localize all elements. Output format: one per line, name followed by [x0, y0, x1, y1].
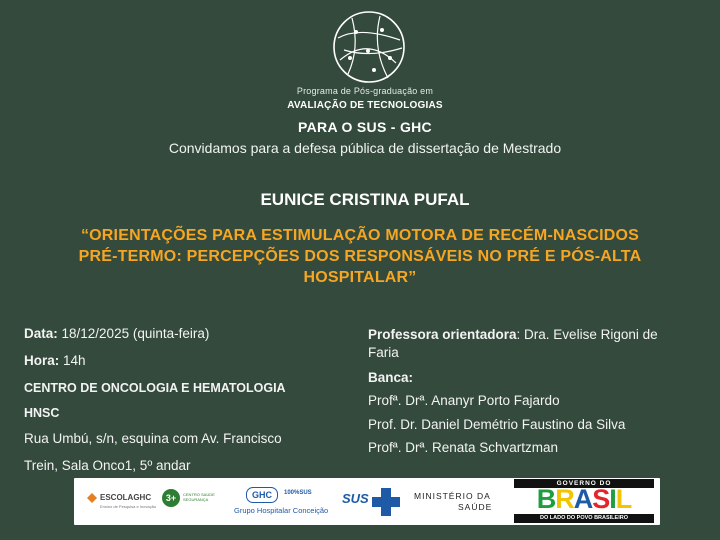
governo-top-bar: GOVERNO DO — [514, 479, 654, 488]
advisor-value: : Dra. Evelise Rigoni de — [516, 327, 658, 342]
ministerio-line2: SAÚDE — [458, 502, 493, 512]
ministerio-saude-logo — [414, 478, 509, 525]
advisor-value-cont: Faria — [368, 345, 399, 360]
candidate-name: EUNICE CRISTINA PUFAL — [260, 190, 470, 209]
thesis-title-line1: “ORIENTAÇÕES PARA ESTIMULAÇÃO MOTORA DE RECÉM-NASCIDOS — [80, 227, 640, 244]
banca-member-1: Profª. Drª. Ananyr Porto Fajardo — [368, 393, 560, 408]
brasil-word: BRASIL — [536, 484, 632, 514]
governo-brasil-logo — [514, 478, 656, 525]
date-row — [24, 325, 209, 343]
ministerio-line1: MINISTÉRIO DA — [414, 491, 491, 501]
address-line2: Trein, Sala Onco1, 5º andar — [24, 458, 191, 473]
invitation-text: Convidamos para a defesa pública de dissertação de Mestrado — [168, 140, 562, 156]
ghc-logo — [234, 478, 334, 525]
banca-label-text: Banca: — [368, 370, 414, 385]
time-row — [24, 352, 86, 370]
three-plus-badge: 3+ — [162, 489, 180, 507]
centro-subtext: CENTRO SAÚDE SEGURANÇA — [183, 492, 215, 502]
time-value: 14h — [59, 353, 86, 368]
thesis-title-line2: PRÉ-TERMO: PERCEPÇÕES DOS RESPONSÁVEIS NO PRÉ E PÓS-ALTA — [78, 248, 642, 265]
sus-text: SUS — [342, 491, 369, 506]
address-line1: Rua Umbú, s/n, esquina com Av. Francisco — [24, 431, 282, 446]
sus-logo — [342, 478, 404, 525]
program-name-line3: PARA O SUS - GHC — [298, 119, 432, 135]
place-line1: CENTRO DE ONCOLOGIA E HEMATOLOGIA — [24, 381, 286, 395]
ghc-sus: 100%SUS — [284, 490, 312, 496]
place-line2: HNSC — [24, 406, 60, 420]
advisor-row — [368, 326, 718, 362]
advisor-label: Professora orientadora — [368, 327, 517, 342]
banca-label — [368, 369, 413, 387]
governo-bottom-bar: DO LADO DO POVO BRASILEIRO — [514, 514, 654, 523]
thesis-title-line3: HOSPITALAR” — [303, 269, 417, 286]
partner-logos-strip — [74, 478, 660, 525]
banca-member-2: Prof. Dr. Daniel Demétrio Faustino da Silva — [368, 417, 626, 432]
escola-ghc-logo — [86, 478, 156, 525]
program-name-line2: AVALIAÇÃO DE TECNOLOGIAS — [287, 100, 443, 111]
escola-leaf-icon — [86, 492, 98, 504]
date-value: 18/12/2025 (quinta-feira) — [57, 326, 210, 341]
thesis-title — [40, 225, 680, 288]
banca-member-3: Profª. Drª. Renata Schvartzman — [368, 440, 559, 455]
program-logo-icon — [330, 8, 408, 86]
escola-subtext: Ensino de Pesquisa e Inovação — [100, 504, 157, 509]
sus-cross-icon — [372, 488, 400, 516]
time-label: Hora: — [24, 353, 60, 368]
centro-logo — [162, 478, 222, 525]
ghc-subtext: Grupo Hospitalar Conceição — [234, 506, 329, 515]
program-name-line1: Programa de Pós-graduação em — [296, 86, 434, 96]
date-label: Data: — [24, 326, 58, 341]
ghc-mark: GHC — [246, 487, 278, 503]
escola-text: ESCOLAGHC — [100, 493, 152, 502]
